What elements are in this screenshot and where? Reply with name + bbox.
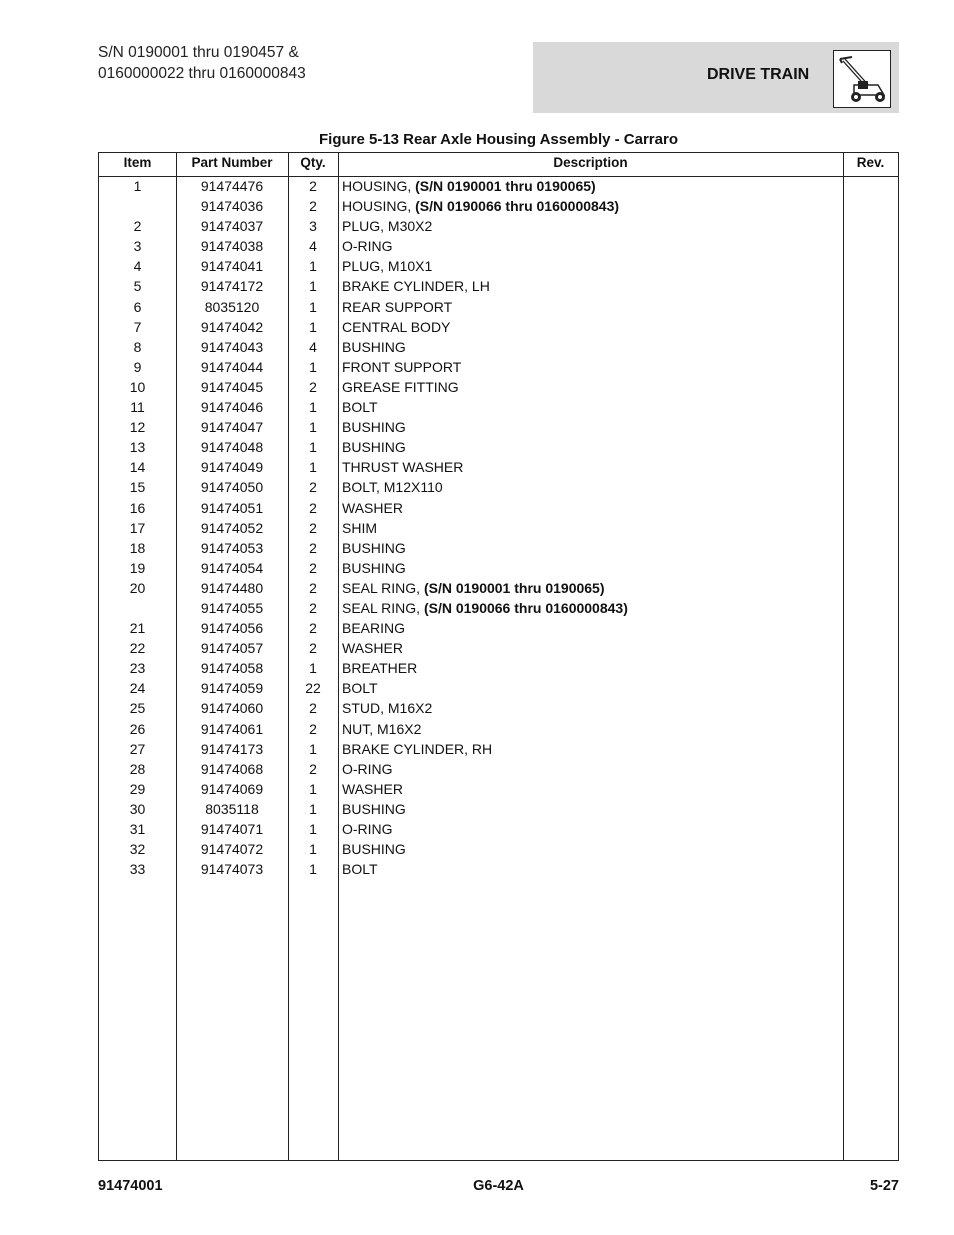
quantity: 1 [309,821,317,837]
item-number: 13 [129,439,146,456]
item-number: 2 [133,218,142,235]
table-row [99,699,898,719]
item-number: 14 [129,459,146,476]
part-number: 8035120 [204,298,260,315]
table-row [99,559,898,579]
description [342,177,596,195]
description-text: HOUSING, [342,198,412,215]
item-number: 10 [129,378,146,395]
description [342,519,377,537]
description [342,277,490,295]
description-text: BOLT, M12X110 [342,479,443,496]
item-number: 8 [133,338,142,355]
description [342,358,461,376]
description [342,840,406,858]
description [342,257,432,275]
description-text: BUSHING [342,439,406,456]
description [342,499,403,517]
quantity: 1 [309,459,317,476]
quantity: 1 [309,660,317,677]
footer-part-number: 91474001 [98,1178,163,1194]
table-row [99,519,898,539]
serial-range [98,42,306,84]
description [342,820,393,838]
quantity: 1 [309,439,317,456]
description [342,780,403,798]
item-number: 15 [129,479,146,496]
table-row [99,599,898,619]
description [342,699,432,717]
part-number: 91474071 [200,821,264,837]
item-number: 7 [133,318,142,335]
table-row [99,277,898,297]
table-row [99,217,898,237]
description [342,237,393,255]
serial-line-2: 0160000022 thru 0160000843 [98,65,306,82]
description [342,860,378,878]
table-row [99,760,898,780]
table-row [99,579,898,599]
part-number: 91474476 [200,178,264,194]
quantity: 4 [309,238,317,255]
description-text: REAR SUPPORT [342,298,453,315]
description-text: WASHER [342,780,403,797]
part-number: 91474048 [200,439,264,456]
item-number: 12 [129,419,146,436]
part-number: 91474036 [200,198,264,215]
item-number: 6 [133,298,142,315]
part-number: 91474072 [200,841,264,858]
table-row [99,197,898,217]
table-row [99,840,898,860]
table-row [99,659,898,679]
description-text: BUSHING [342,559,406,576]
part-number: 91474045 [200,378,264,395]
quantity: 1 [309,800,317,817]
quantity: 2 [309,378,317,395]
description-text: BRAKE CYLINDER, LH [342,278,490,295]
quantity: 2 [309,198,317,215]
table-row [99,257,898,277]
part-number: 91474041 [200,258,264,275]
description-text: SHIM [342,519,377,536]
description [342,338,406,356]
description [342,418,406,436]
part-number: 91474057 [200,640,264,657]
description [342,559,406,577]
quantity: 2 [309,539,317,556]
description-text: SEAL RING, [342,599,421,616]
item-number: 16 [129,499,146,516]
part-number: 91474172 [200,278,264,295]
table-row [99,177,898,197]
description [342,740,492,758]
quantity: 2 [309,519,317,536]
table-row [99,820,898,840]
table-row [99,499,898,519]
item-number: 3 [133,238,142,255]
part-number: 91474043 [200,338,264,355]
table-row [99,860,898,880]
table-row [99,298,898,318]
description [342,438,406,456]
item-number: 4 [133,258,142,275]
item-number: 20 [129,579,146,596]
quantity: 1 [309,861,317,878]
description [342,539,406,557]
item-number: 23 [129,660,146,677]
description-text: O-RING [342,760,393,777]
description [342,639,403,657]
quantity: 1 [309,419,317,436]
item-number: 25 [129,700,146,717]
description-text: BUSHING [342,539,406,556]
column-header-part-number: Part Number [191,155,273,170]
table-row [99,398,898,418]
description-text: BOLT [342,861,378,878]
table-row [99,458,898,478]
part-number: 91474060 [200,700,264,717]
quantity: 1 [309,298,317,315]
part-number: 91474046 [200,399,264,416]
description-text: BUSHING [342,338,406,355]
quantity: 3 [309,218,317,235]
description [342,217,432,235]
quantity: 2 [309,720,317,737]
part-number: 91474044 [200,358,264,375]
part-number: 91474042 [200,318,264,335]
part-number: 91474058 [200,660,264,677]
description [342,619,405,637]
quantity: 2 [309,178,317,194]
description-text: O-RING [342,821,393,837]
serial-line-1: S/N 0190001 thru 0190457 & [98,44,299,61]
part-number: 91474050 [200,479,264,496]
description [342,679,378,697]
item-number: 30 [129,800,146,817]
table-row [99,679,898,699]
column-header-qty: Qty. [300,155,326,170]
footer-model: G6-42A [473,1178,524,1194]
quantity: 2 [309,579,317,596]
description-text: BUSHING [342,419,406,436]
description [342,298,452,316]
quantity: 1 [309,740,317,757]
quantity: 2 [309,499,317,516]
table-row [99,639,898,659]
part-number: 91474053 [200,539,264,556]
part-number: 91474052 [200,519,264,536]
description [342,318,450,336]
part-number: 8035118 [205,800,259,817]
description [342,659,417,677]
part-number: 91474038 [200,238,264,255]
description-text: SEAL RING, [342,579,421,596]
serial-range-note: (S/N 0190066 thru 0160000843) [423,599,628,616]
part-number: 91474054 [200,559,264,576]
column-header-item: Item [123,155,152,170]
description [342,800,406,818]
table-row [99,358,898,378]
description-text: WASHER [342,640,403,657]
part-number: 91474173 [200,740,264,757]
item-number: 21 [129,620,146,637]
description-text: NUT, M16X2 [342,720,422,737]
part-number: 91474047 [200,419,264,436]
part-number: 91474055 [200,599,264,616]
figure-title: Figure 5-13 Rear Axle Housing Assembly - Carraro [318,131,678,148]
description-text: STUD, M16X2 [342,700,433,717]
table-row [99,338,898,358]
quantity: 22 [305,680,321,697]
description-text: CENTRAL BODY [342,318,451,335]
table-row [99,780,898,800]
telehandler-icon [833,50,891,108]
page-number: 5-27 [869,1178,899,1194]
table-row [99,318,898,338]
quantity: 2 [309,620,317,637]
quantity: 1 [309,780,317,797]
part-number: 91474037 [200,218,264,235]
quantity: 1 [309,399,317,416]
description-text: THRUST WASHER [342,459,464,476]
description-text: O-RING [342,238,393,255]
item-number: 11 [130,399,145,416]
description-text: GREASE FITTING [342,378,459,395]
quantity: 1 [309,258,317,275]
quantity: 1 [309,278,317,295]
table-row [99,740,898,760]
quantity: 2 [309,559,317,576]
table-row [99,418,898,438]
quantity: 2 [309,599,317,616]
description-text: BOLT [342,399,378,416]
description-text: BUSHING [342,841,406,858]
item-number: 17 [129,519,146,536]
table-row [99,478,898,498]
description-text: PLUG, M30X2 [342,218,433,235]
description-text: BOLT [342,680,378,697]
table-row [99,800,898,820]
telehandler-icon-graphic [834,51,890,107]
quantity: 1 [309,318,317,335]
description-text: PLUG, M10X1 [342,258,433,275]
section-title: DRIVE TRAIN [707,66,810,83]
parts-table [98,152,899,1161]
item-number: 26 [129,720,146,737]
quantity: 1 [309,841,317,858]
serial-range-note: (S/N 0190001 thru 0190065) [423,579,605,596]
description [342,579,605,597]
table-row [99,237,898,257]
table-row [99,438,898,458]
quantity: 4 [309,338,317,355]
description [342,760,393,778]
table-row [99,720,898,740]
part-number: 91474480 [200,579,264,596]
description [342,720,421,738]
column-header-description: Description [553,155,628,170]
part-number: 91474051 [200,499,264,516]
serial-range-note: (S/N 0190066 thru 0160000843) [415,198,620,215]
part-number: 91474049 [200,459,264,476]
description [342,478,443,496]
part-number: 91474061 [200,720,264,737]
table-row [99,619,898,639]
description-text: BEARING [342,620,406,637]
description [342,458,463,476]
quantity: 2 [309,700,317,717]
description-text: BREATHER [342,660,418,677]
table-row [99,539,898,559]
description-text: FRONT SUPPORT [342,358,462,375]
item-number: 28 [129,760,146,777]
section-header [533,42,899,113]
serial-range-note: (S/N 0190001 thru 0190065) [415,178,596,194]
quantity: 2 [309,479,317,496]
description [342,378,459,396]
description-text: BRAKE CYLINDER, RH [342,740,493,757]
column-header-rev: Rev. [856,155,885,170]
item-number: 33 [129,861,146,878]
quantity: 1 [309,358,317,375]
part-number: 91474073 [200,861,264,878]
part-number: 91474056 [200,620,264,637]
description [342,398,378,416]
item-number: 1 [133,178,142,194]
item-number: 24 [129,680,146,697]
item-number: 18 [129,539,146,556]
quantity: 2 [309,760,317,777]
item-number: 29 [129,780,146,797]
item-number: 32 [129,841,146,858]
part-number: 91474069 [200,780,264,797]
quantity: 2 [309,640,317,657]
description-text: HOUSING, [342,178,412,194]
description-text: BUSHING [342,800,406,817]
description-text: WASHER [342,499,403,516]
table-row [99,378,898,398]
table-body [99,177,898,880]
description [342,197,619,215]
item-number: 31 [129,821,146,837]
part-number: 91474059 [200,680,264,697]
item-number: 19 [129,559,146,576]
item-number: 5 [133,278,142,295]
item-number: 9 [133,358,142,375]
item-number: 22 [129,640,146,657]
part-number: 91474068 [200,760,264,777]
item-number: 27 [129,740,146,757]
description [342,599,628,617]
